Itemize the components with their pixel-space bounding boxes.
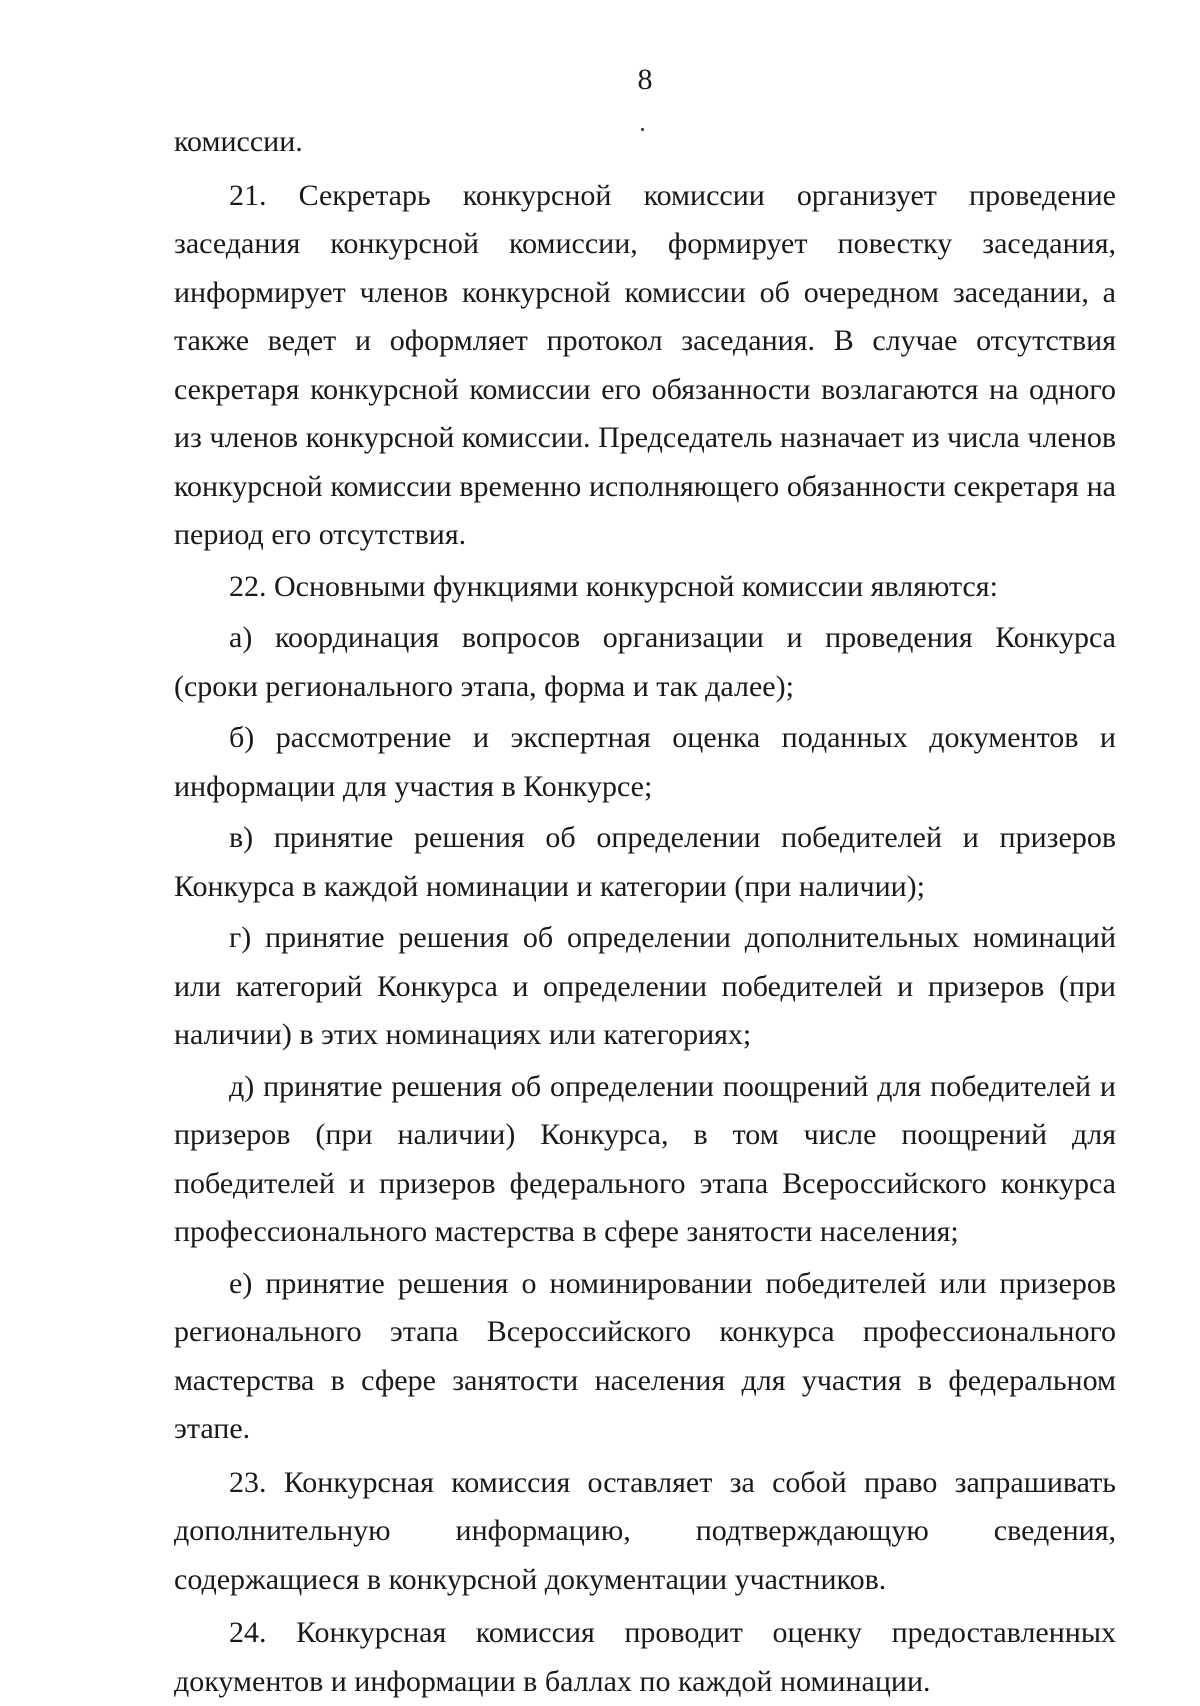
document-body bbox=[174, 118, 1116, 1706]
paragraph-21: 21. Секретарь конкурсной комиссии организует проведение заседания конкурсной комиссии, формирует повестку заседания, информирует членов конкурсной комиссии об очередном заседании, а также ведет и оформляет протокол заседания. В случае отсутствия секретаря конкурсной комиссии его обязанности возлагаются на одного из членов конкурсной комиссии. Председатель назначает из числа членов конкурсной комиссии временно исполняющего обязанности секретаря на период его отсутствия. bbox=[174, 178, 1116, 551]
paragraph-22-v: в) принятие решения об определении победителей и призеров Конкурса в каждой номинации и категории (при наличии); bbox=[174, 821, 1116, 903]
paragraph-22-a: а) координация вопросов организации и проведения Конкурса (сроки регионального этапа, форма и так далее); bbox=[174, 621, 1116, 703]
page-number: 8 bbox=[637, 63, 653, 96]
paragraph-22: 22. Основными функциями конкурсной комиссии являются: bbox=[229, 569, 998, 603]
paragraph-24: 24. Конкурсная комиссия проводит оценку предоставленных документов и информации в баллах по каждой номинации. bbox=[174, 1616, 1116, 1698]
paragraph-22-e: е) принятие решения о номинировании победителей или призеров регионального этапа Всероссийского конкурса профессионального мастерства в сфере занятости населения для участия в федеральном этапе. bbox=[174, 1266, 1116, 1445]
paragraph-23: 23. Конкурсная комиссия оставляет за собой право запрашивать дополнительную информацию, подтверждающую сведения, содержащиеся в конкурсной документации участников. bbox=[174, 1465, 1116, 1596]
paragraph-22-g: г) принятие решения об определении дополнительных номинаций или категорий Конкурса и определении победителей и призеров (при наличии) в этих номинациях или категориях; bbox=[174, 921, 1116, 1051]
paragraph-continuation: комиссии. bbox=[174, 125, 303, 158]
paragraph-22-d: д) принятие решения об определении поощрений для победителей и призеров (при наличии) Конкурса, в том числе поощрений для победителей и призеров федерального этапа Всероссийского конкурса профессионального мастерства в сфере занятости населения; bbox=[174, 1069, 1116, 1248]
paragraph-22-b: б) рассмотрение и экспертная оценка поданных документов и информации для участия в Конкурсе; bbox=[174, 721, 1116, 803]
